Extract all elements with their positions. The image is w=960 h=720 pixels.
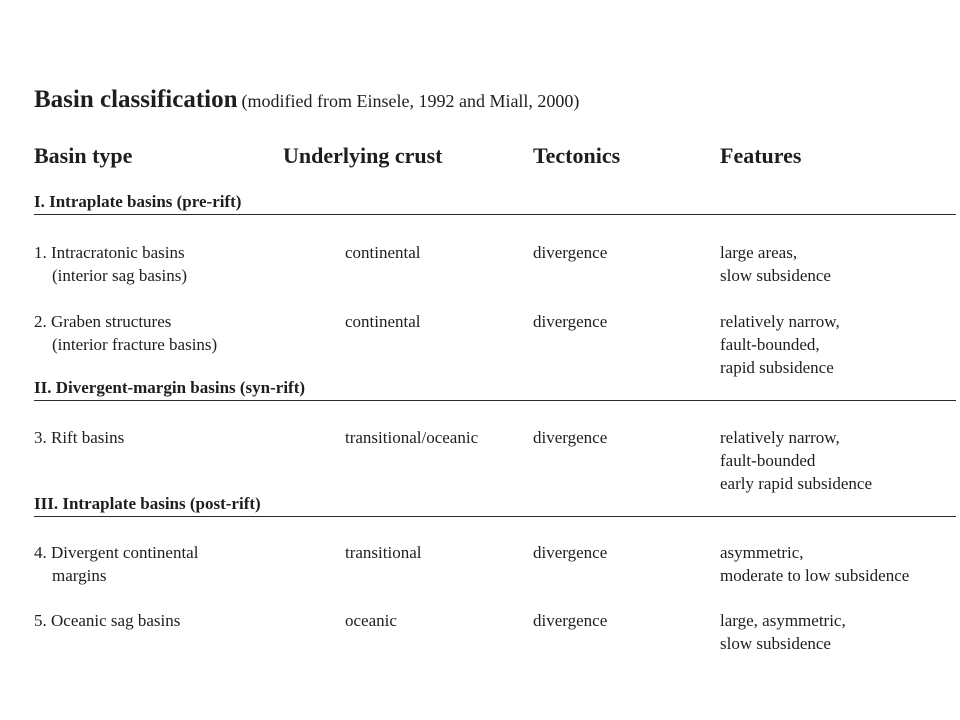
header-basin-type: Basin type (34, 143, 133, 168)
row-crust: transitional/oceanic (345, 428, 479, 447)
section-divider (34, 400, 956, 401)
row-features: asymmetric, moderate to low subsidence (720, 543, 910, 585)
row-tectonics: divergence (533, 428, 608, 447)
title-main: Basin classification (34, 86, 238, 113)
row-basin-type: 4. Divergent continental margins (34, 543, 199, 585)
row-crust: transitional (345, 543, 422, 562)
title-source: (modified from Einsele, 1992 and Miall, 2000) (241, 91, 580, 111)
row-basin-type: 1. Intracratonic basins (interior sag basins) (34, 243, 188, 285)
row-basin-type: 3. Rift basins (34, 428, 125, 447)
section-divider (34, 516, 956, 517)
page-title (34, 86, 579, 114)
row-features: relatively narrow, fault-bounded early rapid subsidence (720, 428, 872, 493)
row-features: large, asymmetric, slow subsidence (720, 611, 846, 653)
row-crust: continental (345, 312, 421, 331)
row-tectonics: divergence (533, 312, 608, 331)
row-crust: oceanic (345, 611, 397, 630)
header-tectonics: Tectonics (533, 143, 621, 168)
section-divider (34, 214, 956, 215)
header-features: Features (720, 143, 802, 168)
row-tectonics: divergence (533, 543, 608, 562)
row-basin-type: 5. Oceanic sag basins (34, 611, 181, 630)
row-features: large areas, slow subsidence (720, 243, 831, 285)
row-tectonics: divergence (533, 243, 608, 262)
section-heading: I. Intraplate basins (pre-rift) (34, 192, 242, 211)
row-features: relatively narrow, fault-bounded, rapid subsidence (720, 312, 840, 377)
section-heading: II. Divergent-margin basins (syn-rift) (34, 378, 306, 397)
row-crust: continental (345, 243, 421, 262)
section-heading: III. Intraplate basins (post-rift) (34, 494, 261, 513)
row-basin-type: 2. Graben structures (interior fracture basins) (34, 312, 218, 354)
row-tectonics: divergence (533, 611, 608, 630)
header-underlying-crust: Underlying crust (283, 143, 443, 168)
